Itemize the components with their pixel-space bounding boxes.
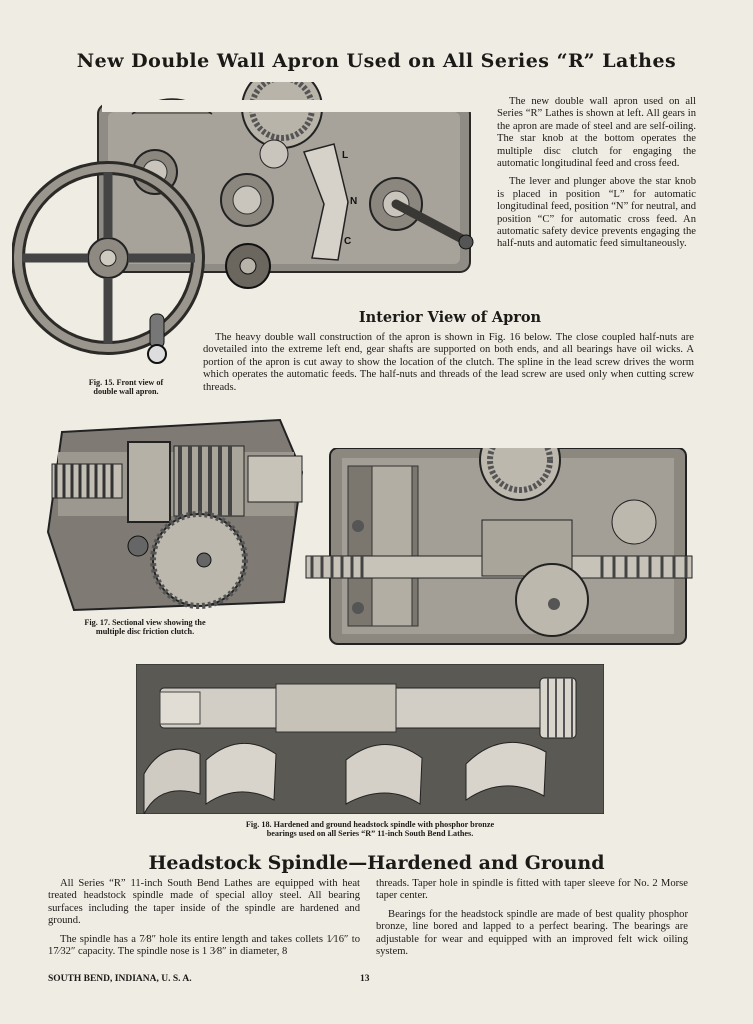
intro-paragraph-1: The new double wall apron used on all Series “R” Lathes is shown at left. All gears in the apron are made of steel and are self-oiling. The star knob at the bottom operates the multiple disc clutch for engaging the automatic longitudinal feed and cross feed. [497, 96, 696, 170]
footer-location: SOUTH BEND, INDIANA, U. S. A. [48, 974, 192, 984]
fig18-spindle-illustration [136, 664, 604, 814]
fig15-caption [56, 378, 196, 396]
interior-paragraph: The heavy double wall construction of the apron is shown in Fig. 16 below. The close coupled half-nuts are dovetailed into the extreme left end, gear shafts are supported on both ends, and all bearings have oil wicks. A portion of the apron is cut away to show the location of the clutch. The spline in the lead screw drives the worm which operates the automatic feeds. The half-nuts and threads of the lead screw are used only when cutting screw threads. [203, 332, 694, 393]
intro-paragraph-2: The lever and plunger above the star knob is placed in position “L” for automatic longitudinal feed, position “N” for neutral, and position “C” for automatic cross feed. An automatic safety device prevents engaging the half-nuts and automatic feed simultaneously. [497, 176, 696, 250]
interior-text [203, 332, 694, 400]
fig17-clutch-sectional-illustration [44, 412, 306, 614]
fig15-label-l: L [342, 150, 349, 161]
page-number: 13 [360, 974, 370, 984]
fig15-apron-front-illustration [12, 82, 492, 372]
fig17-caption [40, 618, 250, 636]
fig18-caption-line2: bearings used on all Series “R” 11-inch South Bend Lathes. [266, 829, 474, 838]
fig15-caption-line2: double wall apron. [93, 387, 159, 396]
fig18-caption-line1: Fig. 18. Hardened and ground headstock spindle with phosphor bronze [245, 820, 495, 829]
spindle-heading: Headstock Spindle—Hardened and Ground [148, 852, 605, 874]
fig17-caption-line2: multiple disc friction clutch. [95, 627, 195, 636]
fig15-label-n: N [350, 196, 358, 207]
intro-text [497, 96, 696, 257]
page-title: New Double Wall Apron Used on All Series “R” Lathes [76, 50, 677, 72]
spindle-right-paragraph-1: threads. Taper hole in spindle is fitted with taper sleeve for No. 2 Morse taper center. [376, 878, 688, 902]
fig17-caption-line1: Fig. 17. Sectional view showing the [84, 618, 206, 627]
fig18-caption [150, 820, 590, 838]
fig15-caption-line1: Fig. 15. Front view of [88, 378, 164, 387]
spindle-left-column [48, 878, 360, 964]
spindle-left-paragraph-2: The spindle has a 7⁄8″ hole its entire length and takes collets 1⁄16″ to 17⁄32″ capacity. The spindle nose is 1 3⁄8″ in diameter, 8 [48, 933, 360, 958]
spindle-left-paragraph-1: All Series “R” 11-inch South Bend Lathes are equipped with heat treated headstock spindle made of special alloy steel. All bearing surfaces including the taper inside of the spindle are hardened and ground. [48, 878, 360, 927]
interior-heading: Interior View of Apron [358, 309, 542, 326]
fig16-apron-interior-illustration [302, 408, 694, 648]
spindle-right-paragraph-2: Bearings for the headstock spindle are made of best quality phosphor bronze, line bored and lapped to a perfect bearing. The bearings are adjustable for wear and equipped with an improved felt wick oiling system. [376, 908, 688, 958]
fig15-label-c: C [344, 236, 352, 247]
spindle-right-column [376, 878, 688, 964]
